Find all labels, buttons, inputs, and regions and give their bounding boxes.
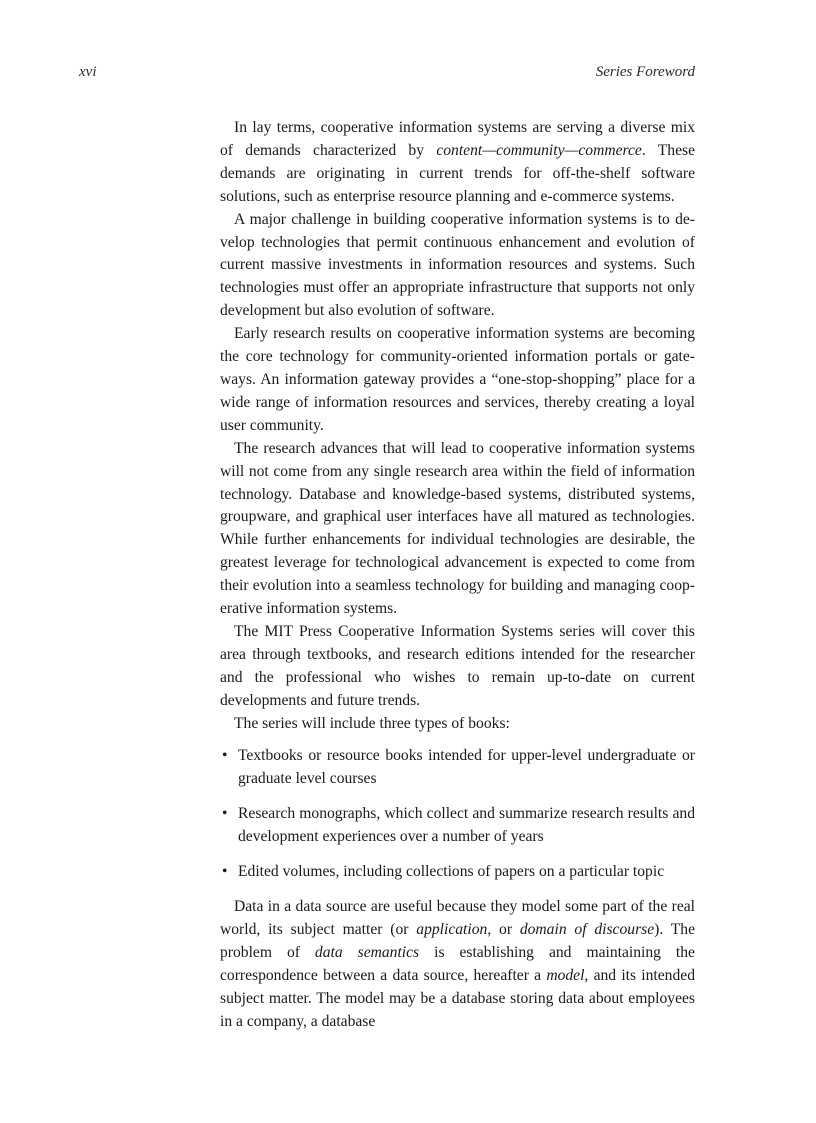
emphasis-data-semantics: data semantics [314, 943, 420, 961]
paragraph-5: The MIT Press Cooperative Information Systems series will cover this area through textbooks, and research editions intended for the researcher and the professional who wishes to remain up-to-date on current developments and future trends. [220, 622, 695, 709]
paragraph-3: Early research results on cooperative information systems are becoming the core technology for community-oriented information portals or gateways. An information gateway provides a “one-stop-shopping” place for a wide range of information resources and services, thereby creating a loyal user community. [220, 325, 695, 434]
book-types-list [220, 745, 695, 884]
page-number: xvi [79, 64, 97, 80]
bullet-icon: • [222, 747, 228, 765]
paragraph-4: The research advances that will lead to cooperative information systems will not come from any single research area within the field of information technology. Database and knowledge-based systems, distributed systems, groupware, and graphical user interfaces have all matured as technologies. While further enhancements for individual technologies are desirable, the greatest leverage for technological advancement is expected to come from their evolution into a seamless technology for building and managing cooperative information systems. [220, 439, 695, 618]
body-text [220, 117, 695, 1033]
emphasis-model: model [546, 966, 585, 984]
emphasis-application: application [416, 920, 488, 938]
emphasis-content-community-commerce: content—community—commerce [436, 141, 642, 159]
paragraph-2: A major challenge in building cooperative information systems is to develop technologies that permit continuous enhancement and evolution of current massive investments in information resources and systems. Such technologies must offer an appropriate infrastructure that supports not only development but also evolution of software. [220, 210, 695, 320]
list-item: • Textbooks or resource books intended for upper-level undergraduate or graduate level courses [222, 747, 695, 788]
bullet-icon: • [222, 863, 228, 881]
bullet-icon: • [222, 805, 228, 823]
paragraph-6: The series will include three types of books: [234, 714, 510, 732]
running-head [79, 64, 695, 84]
section-title: Series Foreword [595, 64, 695, 80]
list-item: • Research monographs, which collect and summarize research results and development experiences over a number of years [222, 805, 695, 846]
list-item: • Edited volumes, including collections of papers on a particular topic [220, 861, 695, 884]
emphasis-domain-of-discourse: domain of discourse [519, 920, 655, 938]
paragraph-7: Data in a data source are useful because they model some part of the real world, its subject matter (or application, or domain of discourse). The problem of data semantics is establishing and maintaining the correspondence between a data source, hereafter a model, and its intended subject matter. The model may be a database storing data about employees in a company, a database [220, 898, 696, 1030]
paragraph-1: In lay terms, cooperative information systems are serving a diverse mix of demands characterized by content—community—commerce. These demands are originating in current trends for off-the-shelf software solutions, such as enterprise resource planning and e-commerce systems. [220, 119, 696, 205]
